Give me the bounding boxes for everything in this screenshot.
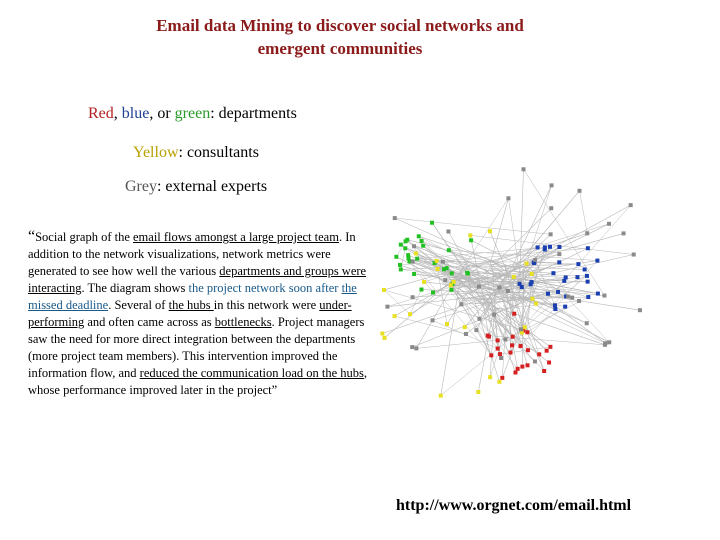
network-node [474, 328, 478, 332]
network-node [632, 253, 636, 257]
network-node [506, 289, 510, 293]
network-node [513, 370, 517, 374]
network-node [466, 271, 470, 275]
network-node [516, 367, 520, 371]
network-node [399, 267, 403, 271]
network-node [548, 245, 552, 249]
network-edge [413, 293, 467, 297]
network-node [412, 244, 416, 248]
network-node [570, 296, 574, 300]
network-node [577, 189, 581, 193]
network-node [549, 206, 553, 210]
network-node [526, 348, 530, 352]
network-node [564, 275, 568, 279]
network-node [566, 295, 570, 299]
network-node [385, 305, 389, 309]
legend-grey: Grey [125, 178, 157, 195]
network-node [585, 231, 589, 235]
network-node [419, 288, 423, 292]
quote-underline-2: departments and groups were interacting [28, 264, 367, 295]
network-node [463, 325, 467, 329]
legend-yellow: Yellow [133, 144, 179, 161]
network-node [607, 340, 611, 344]
network-node [496, 338, 500, 342]
network-node [447, 248, 451, 252]
quote-underline-6: bottlenecks [214, 315, 272, 329]
network-node [546, 292, 550, 296]
network-node [449, 288, 453, 292]
network-node [506, 196, 510, 200]
network-node [525, 330, 529, 334]
network-node [476, 390, 480, 394]
network-node [518, 282, 522, 286]
network-node [415, 257, 419, 261]
legend-green: green [174, 105, 211, 122]
network-node [399, 243, 403, 247]
legend-experts [125, 178, 267, 196]
title-line-2: emergent communities [257, 39, 423, 58]
network-node [551, 271, 555, 275]
network-node [441, 260, 445, 264]
network-node [557, 252, 561, 256]
network-node [450, 271, 454, 275]
network-node [576, 262, 580, 266]
legend-departments [88, 105, 297, 123]
network-node [421, 244, 425, 248]
legend-experts-text: : external experts [156, 178, 268, 195]
network-node [382, 288, 386, 292]
network-node [586, 280, 590, 284]
quote-text-7: and often came across as [84, 315, 215, 329]
network-node [469, 238, 473, 242]
network-node [477, 317, 481, 321]
network-node [442, 267, 446, 271]
network-node [446, 229, 450, 233]
network-edge [510, 185, 552, 271]
quote-text-3: . The diagram shows [81, 281, 189, 295]
network-node [486, 334, 490, 338]
network-node [586, 246, 590, 250]
network-node [492, 313, 496, 317]
network-node [393, 216, 397, 220]
network-node [398, 263, 402, 267]
legend-consultants [133, 144, 259, 162]
network-node [464, 332, 468, 336]
network-node [583, 267, 587, 271]
network-node [553, 303, 557, 307]
quote-underline-5: under-performing [28, 298, 352, 329]
network-node [530, 297, 534, 301]
network-node [530, 272, 534, 276]
quote-text-4: the project network soon after [188, 281, 342, 295]
title-line-1: Email data Mining to discover social networks and [156, 16, 524, 35]
legend-consultants-text: : consultants [178, 144, 259, 161]
quote-text-1: Social graph of the [35, 230, 133, 244]
network-node [410, 345, 414, 349]
network-node [477, 285, 481, 289]
network-edge [579, 191, 587, 234]
legend-sep-1: , [113, 105, 122, 122]
quote-underline-7: reduced the communication load on the hubs [139, 366, 364, 380]
network-node [380, 331, 384, 335]
network-node [550, 183, 554, 187]
quote-paragraph [28, 228, 378, 399]
quote-underline-3: the missed deadline [28, 281, 357, 312]
network-node [431, 318, 435, 322]
network-edges [382, 169, 640, 395]
network-node [445, 322, 449, 326]
network-node [562, 279, 566, 283]
network-node [411, 259, 415, 263]
network-node [548, 345, 552, 349]
network-node [439, 394, 443, 398]
network-node [543, 245, 547, 249]
network-node [417, 234, 421, 238]
network-node [468, 233, 472, 237]
network-node [536, 245, 540, 249]
network-node [542, 369, 546, 373]
network-node [499, 356, 503, 360]
network-node [556, 290, 560, 294]
slide-title [100, 14, 580, 60]
network-node [459, 302, 463, 306]
network-node [603, 341, 607, 345]
network-node [436, 267, 440, 271]
network-node [520, 365, 524, 369]
network-node [607, 222, 611, 226]
network-node [414, 346, 418, 350]
network-node [394, 255, 398, 259]
source-url-link[interactable]: http://www.orgnet.com/email.html [396, 497, 632, 514]
network-node [586, 295, 590, 299]
network-node [547, 360, 551, 364]
network-node [511, 335, 515, 339]
network-node [519, 344, 523, 348]
network-node [537, 352, 541, 356]
network-node [519, 327, 523, 331]
network-node [622, 231, 626, 235]
quote-text-9: , whose performance improved later in the project” [28, 366, 368, 397]
network-node [452, 280, 456, 284]
quote-open-mark: “ [28, 228, 36, 245]
quote-text-6: in this network were [213, 298, 320, 312]
legend-red: Red [88, 105, 114, 122]
quote-text-8: . Project managers saw the need for more direct integration between the departments (more project team members). This intervention improved the information flow, and [28, 315, 365, 380]
network-node [509, 351, 513, 355]
network-node [533, 258, 537, 262]
network-node [405, 238, 409, 242]
network-node [526, 363, 530, 367]
network-node [411, 295, 415, 299]
network-node [522, 167, 526, 171]
network-node [585, 274, 589, 278]
network-node [602, 294, 606, 298]
network-edge [410, 281, 464, 314]
network-node [431, 291, 435, 295]
network-node [563, 305, 567, 309]
network-node [414, 251, 418, 255]
network-edge [521, 205, 631, 329]
network-node [393, 314, 397, 318]
network-node [512, 275, 516, 279]
network-node [638, 308, 642, 312]
network-node [577, 299, 581, 303]
network-node [596, 292, 600, 296]
network-node [408, 312, 412, 316]
network-node [629, 203, 633, 207]
network-node [545, 349, 549, 353]
network-node [407, 257, 411, 261]
quote-underline-4: the hubs [168, 298, 214, 312]
network-node [489, 353, 493, 357]
quote-text-2: . In addition to the network visualizations, network metrics were generated to see how well the various [28, 230, 356, 278]
network-node [497, 286, 501, 290]
network-node [449, 283, 453, 287]
network-node [533, 359, 537, 363]
network-node [412, 272, 416, 276]
legend-sep-2: , or [149, 105, 175, 122]
social-network-graph [370, 165, 700, 430]
network-node [553, 307, 557, 311]
network-node [420, 239, 424, 243]
network-node [585, 321, 589, 325]
network-node [549, 232, 553, 236]
network-edge [518, 279, 606, 344]
network-node [510, 343, 514, 347]
network-node [496, 347, 500, 351]
network-node [557, 260, 561, 264]
quote-underline-1: email flows amongst a large project team [133, 230, 339, 244]
network-node [595, 259, 599, 263]
network-edge [384, 290, 521, 329]
network-node [530, 280, 534, 284]
network-node [382, 336, 386, 340]
network-node [525, 262, 529, 266]
network-node [557, 245, 561, 249]
network-node [497, 380, 501, 384]
quote-text-5: . Several of [108, 298, 169, 312]
legend-departments-text: : departments [210, 105, 297, 122]
network-node [575, 275, 579, 279]
network-node [488, 229, 492, 233]
network-node [422, 280, 426, 284]
network-edge [395, 316, 466, 334]
network-node [500, 376, 504, 380]
network-node [523, 325, 527, 329]
network-node [435, 259, 439, 263]
legend-blue: blue [121, 105, 150, 122]
network-node [512, 312, 516, 316]
network-node [403, 246, 407, 250]
network-node [430, 221, 434, 225]
network-node [498, 352, 502, 356]
network-node [503, 337, 507, 341]
network-node [488, 375, 492, 379]
network-node [534, 302, 538, 306]
network-node [443, 278, 447, 282]
